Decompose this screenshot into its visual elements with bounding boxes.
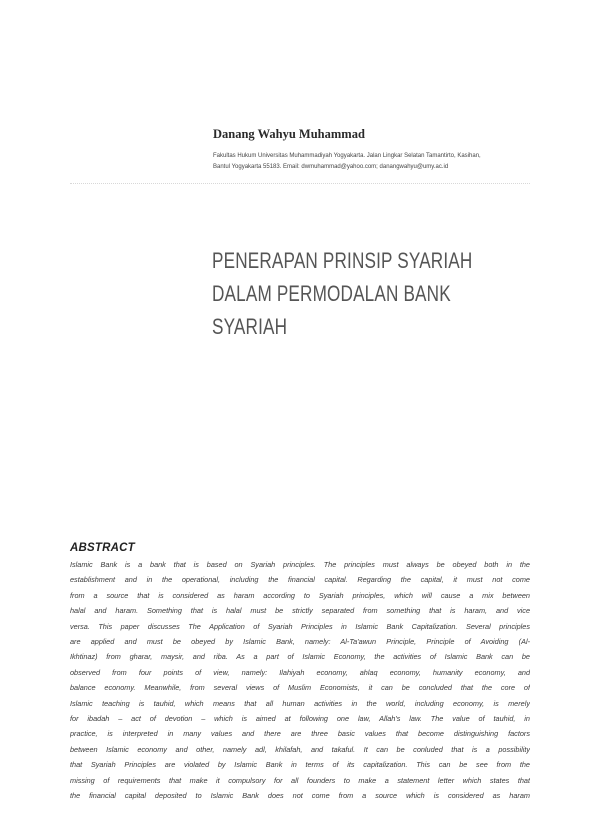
abstract-heading: ABSTRACT: [70, 542, 135, 554]
header-divider: [70, 183, 530, 184]
abstract-body: [70, 557, 530, 804]
abstract-line: for ibadah – act of devotion – which is aimed at following one law, Allah's law. The value of tauhid, in: [70, 714, 530, 724]
title-line: PENERAPAN PRINSIP SYARIAH: [212, 248, 473, 273]
author-affiliation: [213, 151, 513, 173]
abstract-line: between Islamic economy and other, namely adl, khilafah, and takaful. It can be conluded that is a possibility: [70, 744, 530, 754]
abstract-line: observed from four points of view, namely: Ilahiyah economy, ahlaq economy, humanity economy, and: [70, 667, 530, 677]
abstract-line: practice, is interpreted in many values and there are three basic values that become distinguishing factors: [70, 729, 530, 739]
abstract-line: balance economy. Meanwhile, from several views of Muslim Economists, it can be concluded that the core of: [70, 683, 530, 693]
author-name: Danang Wahyu Muhammad: [213, 127, 365, 141]
title-line: DALAM PERMODALAN BANK: [212, 281, 451, 306]
paper-title: [212, 244, 516, 343]
abstract-line: halal and haram. Something that is halal must be strictly separated from something that is haram, and vice: [70, 606, 530, 616]
abstract-line: establishment and in the operational, including the financial capital. Regarding the capital, it must not come: [70, 575, 530, 585]
abstract-line: Ikhtinaz) from gharar, maysir, and riba. As a part of Islamic Economy, the activities of Islamic Bank can be: [70, 652, 530, 662]
affiliation-line: Bantul Yogyakarta 55183. Email: dwmuhammad@yahoo.com; danangwahyu@umy.ac.id: [213, 164, 449, 170]
affiliation-line: Fakultas Hukum Universitas Muhammadiyah Yogyakarta. Jalan Lingkar Selatan Tamantirto, Kasihan,: [213, 153, 481, 159]
abstract-line: are applied and must be obeyed by Islamic Bank, namely: Al-Ta'awun Principle, Principle of Avoiding (Al-: [70, 637, 530, 647]
abstract-line: the financial capital deposited to Islamic Bank does not come from a source which is considered as haram: [70, 791, 530, 801]
abstract-line: Islamic teaching is tauhid, which means that all human activities in the world, including economy, is merely: [70, 698, 530, 708]
abstract-line: versa. This paper discusses The Application of Syariah Principles in Islamic Bank Capitalization. Several principles: [70, 621, 530, 631]
abstract-line: from a source that is considered as haram according to Syariah principles, which will cause a mix between: [70, 590, 530, 600]
abstract-line: missing of requirements that make it compulsory for all founders to make a statement letter which states that: [70, 775, 530, 785]
abstract-line: that Syariah Principles are violated by Islamic Bank in terms of its capitalization. This can be see from the: [70, 760, 530, 770]
abstract-line: Islamic Bank is a bank that is based on Syariah principles. The principles must always be obeyed both in the: [70, 560, 530, 569]
title-line: SYARIAH: [212, 314, 288, 339]
